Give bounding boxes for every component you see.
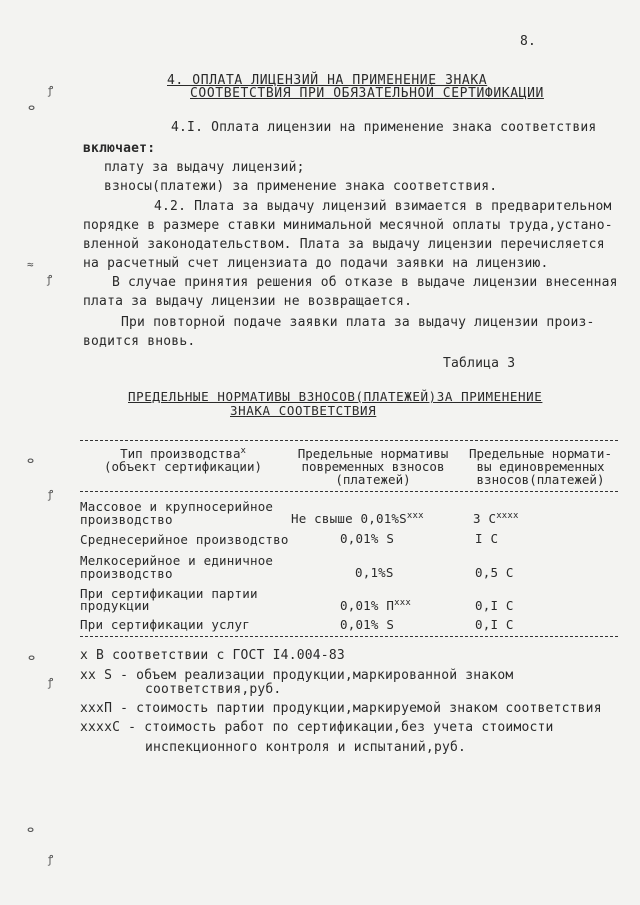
table-header-lump-line3: взносов(платежей): [476, 472, 605, 487]
table-row-5-periodic: 0,01% S: [340, 617, 395, 632]
table-row-2-type-line1: Среднесерийное производство: [80, 532, 289, 547]
binding-mark: ꝭ: [47, 273, 53, 286]
paragraph-4-2-line3: вленной законодательством. Плата за выдачу лицензии перечисляется: [83, 237, 605, 252]
page-number: 8.: [520, 34, 537, 49]
binding-mark: ≈: [27, 258, 34, 271]
table-header-lump-line2: вы единовременных: [476, 459, 605, 474]
paragraph-4-1-line1: 4.I. Оплата лицензии на применение знака соответствия: [171, 120, 597, 135]
table-row-1-lump: 3 $C^{xxxx}$: [473, 510, 519, 526]
table-header-lump-line1: Предельные нормати-: [469, 446, 612, 461]
table-header-periodic-line1: Предельные нормативы: [297, 446, 449, 461]
table-row-5-lump: 0,I C: [475, 617, 514, 632]
table-row-4-type-line2: продукции: [80, 598, 150, 613]
paragraph-refusal-line2: плата за выдачу лицензии не возвращается.: [83, 294, 413, 309]
section-title-line1: 4. ОПЛАТА ЛИЦЕНЗИЙ НА ПРИМЕНЕНИЕ ЗНАКА: [167, 73, 488, 88]
table-row-1-type-line1: Массовое и крупносерийное: [80, 499, 274, 514]
binding-mark: ꝭ: [48, 84, 54, 97]
paragraph-4-1-line2: включает:: [83, 141, 156, 156]
paragraph-4-1-item1: плату за выдачу лицензий;: [104, 160, 305, 175]
table-row-3-type-line2: производство: [80, 566, 173, 581]
footnote-3: xxxП - стоимость партии продукции,маркируемой знаком соответствия: [80, 701, 602, 716]
footnote-1: x В соответствии с ГОСТ I4.004-83: [80, 648, 345, 663]
table-row-3-periodic: 0,1%S: [355, 565, 394, 580]
paragraph-4-2-line4: на расчетный счет лицензиата до подачи заявки на лицензию.: [83, 256, 549, 271]
binding-mark: ⴰ: [28, 100, 36, 113]
table-row-4-periodic: 0,01% $П^{xxx}$: [340, 597, 411, 613]
table-row-1-periodic: Не свыше $0,01\%S^{xxx}$: [291, 510, 424, 526]
table-bottom-rule: [80, 636, 618, 637]
table-row-4-lump: 0,I C: [475, 598, 514, 613]
table-row-2-lump: I C: [475, 531, 499, 546]
footnote-2-line2: соответствия,руб.: [145, 682, 282, 697]
table-header-periodic-line3: (платежей): [335, 472, 411, 487]
table-header-type-line1: Тип производства$^x$: [120, 445, 246, 461]
binding-mark: ꝭ: [48, 488, 54, 501]
table-row-4-type-line1: При сертификации партии: [80, 586, 258, 601]
table-row-3-type-line1: Мелкосерийное и единичное: [80, 553, 274, 568]
paragraph-refusal-line1: В случае принятия решения об отказе в выдаче лицензии внесенная: [112, 275, 618, 290]
table-label: Таблица 3: [443, 356, 516, 371]
paragraph-4-1-item2: взносы(платежи) за применение знака соответствия.: [104, 179, 498, 194]
table-header-type-line2: (объект сертификации): [103, 459, 263, 474]
table-row-1-type-line2: производство: [80, 512, 173, 527]
footnote-4-line2: инспекционного контроля и испытаний,руб.: [145, 740, 467, 755]
binding-mark: ꝭ: [48, 853, 54, 866]
table-row-2-periodic: 0,01% S: [340, 531, 395, 546]
paragraph-4-2-line1: 4.2. Плата за выдачу лицензий взимается в предварительном: [154, 199, 612, 214]
table-row-5-type-line1: При сертификации услуг: [80, 617, 250, 632]
table-header-periodic-line2: повременных взносов: [301, 459, 445, 474]
binding-mark: ⴰ: [27, 822, 35, 835]
header-footnote-mark: x: [240, 445, 246, 456]
table-row-3-lump: 0,5 C: [475, 565, 514, 580]
binding-mark: ꝭ: [48, 676, 54, 689]
paragraph-4-2-line2: порядке в размере ставки минимальной месячной оплаты труда,устано-: [83, 218, 613, 233]
section-title-line2: СООТВЕТСТВИЯ ПРИ ОБЯЗАТЕЛЬНОЙ СЕРТИФИКАЦИИ: [190, 86, 544, 101]
footnote-2-line1: xx S - объем реализации продукции,маркированной знаком: [80, 668, 514, 683]
binding-mark: ⴰ: [28, 650, 36, 663]
table-header-rule: [80, 491, 618, 492]
table-title-line1: ПРЕДЕЛЬНЫЕ НОРМАТИВЫ ВЗНОСОВ(ПЛАТЕЖЕЙ)ЗА ПРИМЕНЕНИЕ: [128, 389, 543, 404]
table-header-lump: [463, 447, 618, 486]
paragraph-repeat-line1: При повторной подаче заявки плата за выдачу лицензии произ-: [121, 315, 595, 330]
binding-mark: ⴰ: [27, 453, 35, 466]
table-header-periodic: [288, 447, 458, 486]
table-top-rule: [80, 440, 618, 441]
paragraph-repeat-line2: водится вновь.: [83, 334, 196, 349]
table-header-type: [88, 447, 278, 473]
footnote-4-line1: xxxxC - стоимость работ по сертификации,без учета стоимости: [80, 720, 554, 735]
table-title-line2: ЗНАКА СООТВЕТСТВИЯ: [230, 403, 377, 418]
